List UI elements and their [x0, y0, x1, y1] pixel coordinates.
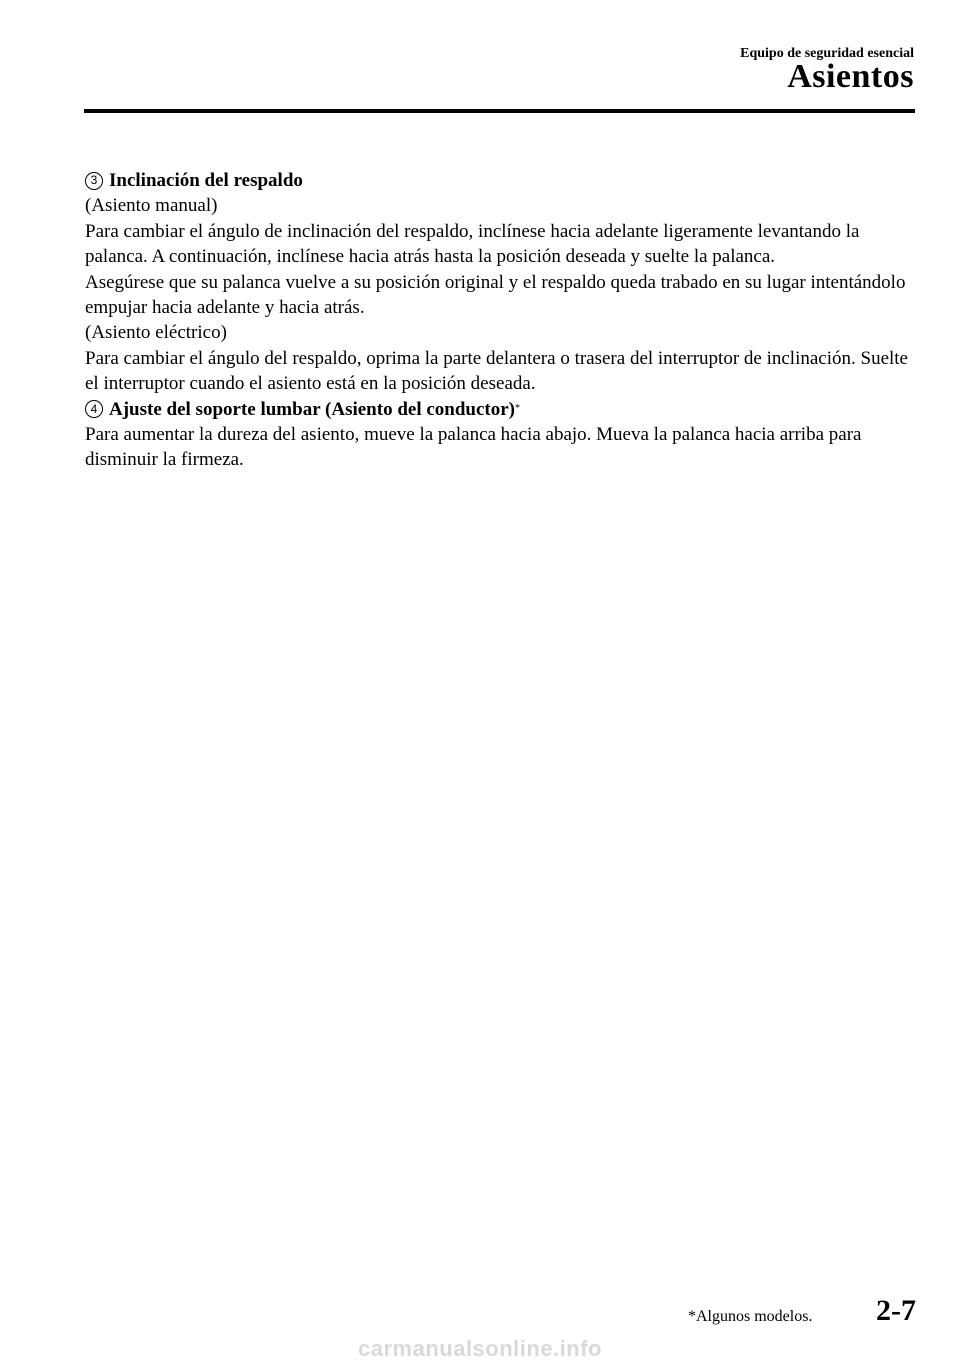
electric-seat-text: Para cambiar el ángulo del respaldo, oprima la parte delantera o trasera del interruptor de inclinación. Suelte el interruptor cuando el asiento está en la posición deseada.	[85, 347, 908, 395]
manual-seat-text-1: Para cambiar el ángulo de inclinación del respaldo, inclínese hacia adelante ligeramente levantando la palanca. A continuación, inclínese hacia atrás hasta la posición deseada y suelte la palanca.	[85, 220, 860, 268]
header-rule	[84, 109, 915, 113]
item-4-heading-text: Ajuste del soporte lumbar (Asiento del conductor)	[109, 398, 516, 420]
watermark: carmanualsonline.info	[358, 1336, 602, 1361]
item-4-heading: 4 Ajuste del soporte lumbar (Asiento del conductor) *	[85, 397, 915, 422]
circled-number-3-icon: 3	[85, 172, 103, 190]
lumbar-support-text: Para aumentar la dureza del asiento, mueve la palanca hacia abajo. Mueva la palanca hacia arriba para disminuir la firmeza.	[85, 424, 862, 471]
manual-seat-label: (Asiento manual)	[85, 195, 218, 217]
manual-seat-text-2: Asegúrese que su palanca vuelve a su posición original y el respaldo queda trabado en su lugar intentándolo empujar hacia adelante y hacia atrás.	[85, 271, 906, 319]
body-content	[85, 168, 915, 473]
page-title: Asientos	[787, 58, 914, 95]
electric-seat-label: (Asiento eléctrico)	[85, 322, 227, 344]
footnote: *Algunos modelos.	[688, 1308, 813, 1325]
section-label: Equipo de seguridad esencial	[740, 46, 914, 61]
page-number: 2-7	[876, 1294, 916, 1327]
item-3-heading	[85, 168, 915, 193]
circled-number-4-icon: 4	[85, 400, 103, 418]
item-3-heading-text: Inclinación del respaldo	[109, 170, 303, 191]
